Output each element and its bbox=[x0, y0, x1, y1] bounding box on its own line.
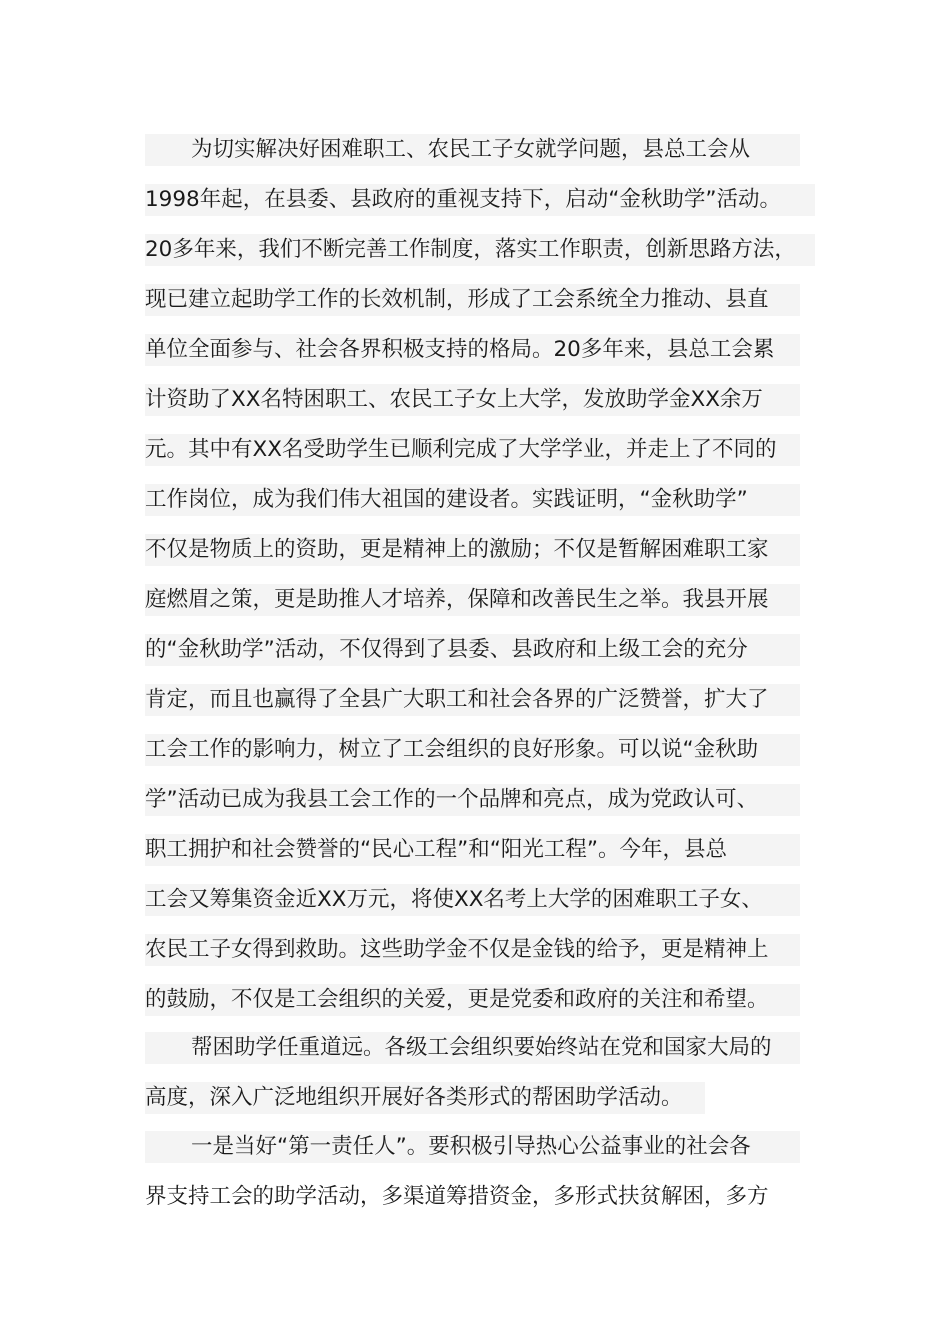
text-line: 元。其中有XX名受助学生已顺利完成了大学学业，并走上了不同的 bbox=[145, 434, 800, 466]
text-line: 庭燃眉之策，更是助推人才培养，保障和改善民生之举。我县开展 bbox=[145, 584, 800, 616]
text-line: 现已建立起助学工作的长效机制，形成了工会系统全力推动、县直 bbox=[145, 284, 800, 316]
text-line: 职工拥护和社会赞誉的“民心工程”和“阳光工程”。今年，县总 bbox=[145, 834, 800, 866]
text-line: 单位全面参与、社会各界积极支持的格局。20多年来，县总工会累 bbox=[145, 334, 800, 366]
text-line: 界支持工会的助学活动，多渠道筹措资金，多形式扶贫解困，多方 bbox=[145, 1184, 769, 1209]
text-line: 学”活动已成为我县工会工作的一个品牌和亮点，成为党政认可、 bbox=[145, 784, 800, 816]
text-line: 工会工作的影响力，树立了工会组织的良好形象。可以说“金秋助 bbox=[145, 734, 800, 766]
text-line: 帮困助学任重道远。各级工会组织要始终站在党和国家大局的 bbox=[145, 1032, 800, 1064]
text-line: 的鼓励，不仅是工会组织的关爱，更是党委和政府的关注和希望。 bbox=[145, 984, 800, 1016]
text-line: 工会又筹集资金近XX万元，将使XX名考上大学的困难职工子女、 bbox=[145, 884, 800, 916]
text-line: 高度，深入广泛地组织开展好各类形式的帮困助学活动。 bbox=[145, 1082, 705, 1114]
text-line: 20多年来，我们不断完善工作制度，落实工作职责，创新思路方法， bbox=[145, 234, 815, 266]
text-line: 工作岗位，成为我们伟大祖国的建设者。实践证明，“金秋助学” bbox=[145, 484, 800, 516]
text-line: 为切实解决好困难职工、农民工子女就学问题，县总工会从 bbox=[145, 134, 800, 166]
text-line: 农民工子女得到救助。这些助学金不仅是金钱的给予，更是精神上 bbox=[145, 934, 800, 966]
text-line: 肯定，而且也赢得了全县广大职工和社会各界的广泛赞誉，扩大了 bbox=[145, 684, 800, 716]
text-line: 一是当好“第一责任人”。要积极引导热心公益事业的社会各 bbox=[145, 1131, 800, 1163]
text-line: 不仅是物质上的资助，更是精神上的激励；不仅是暂解困难职工家 bbox=[145, 534, 800, 566]
text-line: 1998年起，在县委、县政府的重视支持下，启动“金秋助学”活动。 bbox=[145, 184, 815, 216]
text-line: 的“金秋助学”活动，不仅得到了县委、县政府和上级工会的充分 bbox=[145, 634, 800, 666]
text-line: 计资助了XX名特困职工、农民工子女上大学，发放助学金XX余万 bbox=[145, 384, 800, 416]
